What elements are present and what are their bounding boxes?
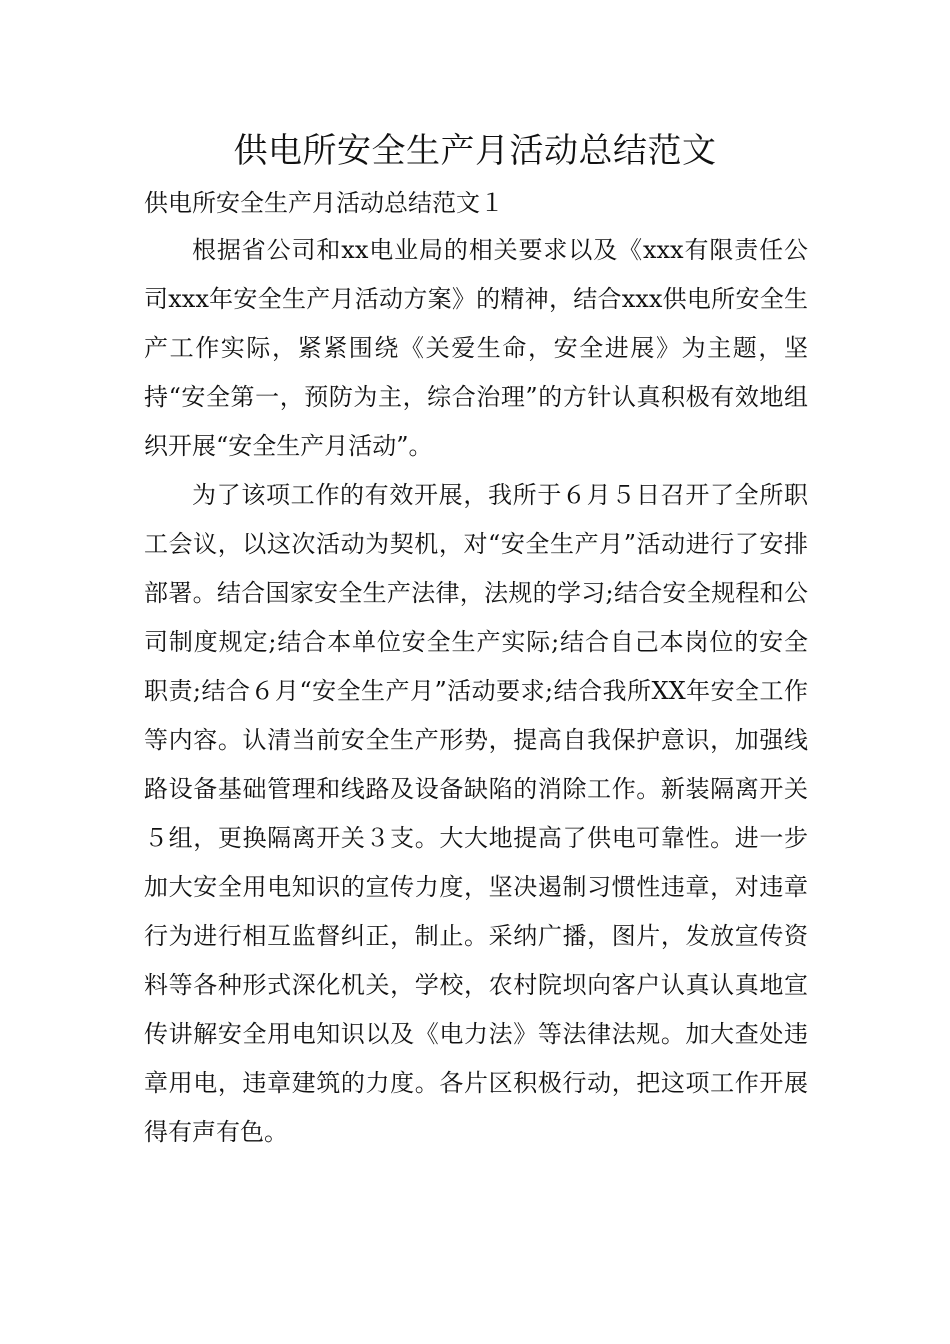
- body-paragraph-1: 根据省公司和xx电业局的相关要求以及《xxx有限责任公司xxx年安全生产月活动方案》的精神，结合xxx供电所安全生产工作实际，紧紧围绕《关爱生命，安全进展》为主题，坚持“安全第一，预防为主，综合治理”的方针认真积极有效地组织开展“安全生产月活动”。: [144, 236, 808, 460]
- document-body: [144, 226, 808, 1157]
- document-title: 供电所安全生产月活动总结范文: [233, 131, 717, 171]
- body-paragraph-2: 为了该项工作的有效开展，我所于６月５日召开了全所职工会议，以这次活动为契机，对“安全生产月”活动进行了安排部署。结合国家安全生产法律，法规的学习;结合安全规程和公司制度规定;结合本单位安全生产实际;结合自己本岗位的安全职责;结合６月“安全生产月”活动要求;结合我所XX年安全工作等内容。认清当前安全生产形势，提高自我保护意识，加强线路设备基础管理和线路及设备缺陷的消除工作。新装隔离开关５组，更换隔离开关３支。大大地提高了供电可靠性。进一步加大安全用电知识的宣传力度，坚决遏制习惯性违章，对违章行为进行相互监督纠正，制止。采纳广播，图片，发放宣传资料等各种形式深化机关，学校，农村院坝向客户认真认真地宣传讲解安全用电知识以及《电力法》等法律法规。加大查处违章用电，违章建筑的力度。各片区积极行动，把这项工作开展得有声有色。: [144, 481, 808, 1146]
- document-subtitle: 供电所安全生产月活动总结范文１: [144, 189, 504, 217]
